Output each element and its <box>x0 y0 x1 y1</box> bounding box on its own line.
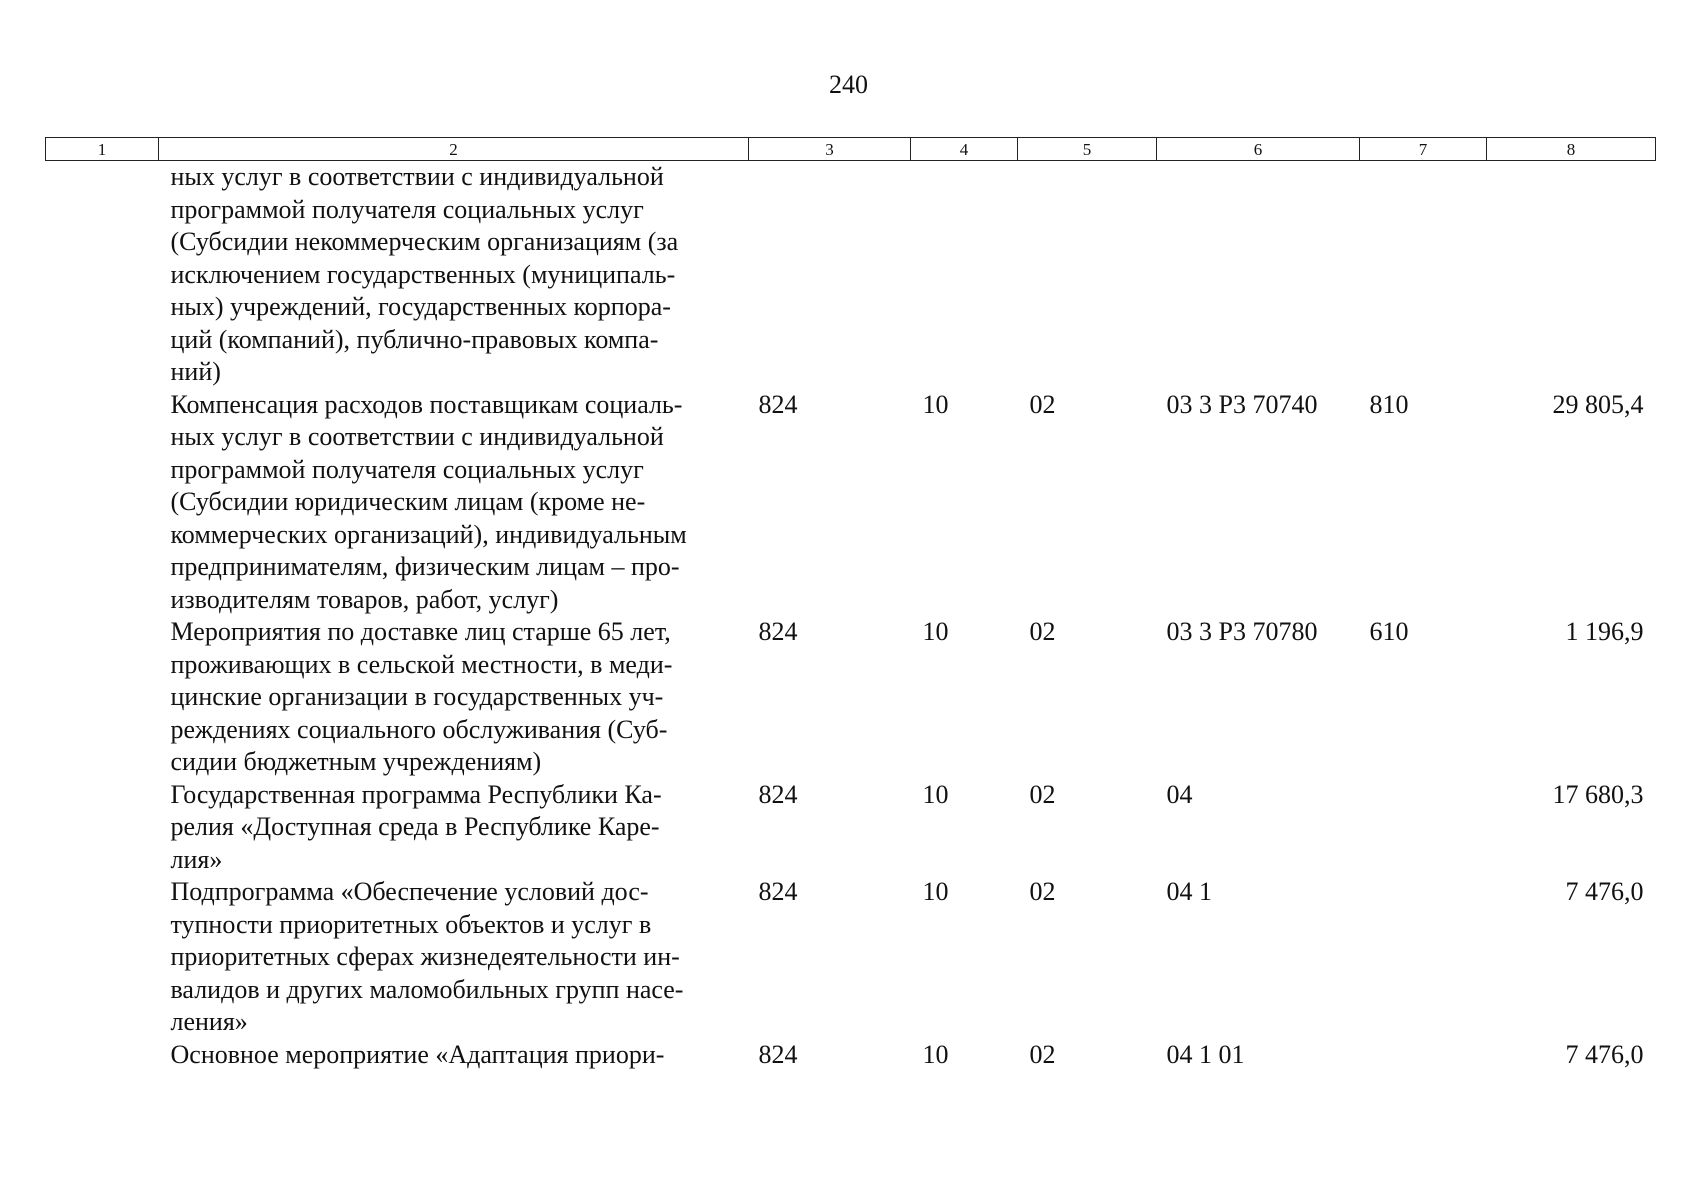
cell-section-code: 10 <box>922 1039 949 1069</box>
cell-subsection-code: 02 <box>1029 1039 1056 1069</box>
cell-subsection-code: 02 <box>1029 389 1056 419</box>
column-header-1: 1 <box>46 138 159 161</box>
table-row <box>46 779 1656 877</box>
item-name-line: лия» <box>170 844 223 874</box>
cell-expense-type <box>1360 1039 1487 1072</box>
cell-item-name <box>159 876 749 1039</box>
item-name-line: изводителям товаров, работ, услуг) <box>170 584 559 614</box>
cell-amount: 29 805,4 <box>1552 389 1644 419</box>
column-header-4: 4 <box>911 138 1018 161</box>
cell-target-article: 04 <box>1166 779 1193 809</box>
column-header-5: 5 <box>1018 138 1157 161</box>
item-name-line: Государственная программа Республики Ка- <box>170 779 662 809</box>
item-name-line: программой получателя социальных услуг <box>170 194 644 224</box>
table-body <box>46 161 1656 1072</box>
table-row <box>46 616 1656 779</box>
page-number: 240 <box>829 70 868 99</box>
cell-section-code: 10 <box>922 877 949 906</box>
item-name-line: ных услуг в соответствии с индивидуальной <box>170 422 664 451</box>
item-name-line: приоритетных сферах жизнедеятельности ин- <box>170 942 680 971</box>
item-name-line: проживающих в сельской местности, в меди- <box>170 649 673 679</box>
cell-expense-type: 810 <box>1369 389 1409 419</box>
cell-amount: 7 476,0 <box>1565 877 1644 906</box>
item-name-line: тупности приоритетных объектов и услуг в <box>170 909 652 939</box>
item-name-line: ций (компаний), публично-правовых компа- <box>170 324 659 354</box>
item-name-line: ных услуг в соответствии с индивидуальной <box>170 162 664 191</box>
column-header-7: 7 <box>1360 138 1487 161</box>
cell-item-name <box>159 616 749 779</box>
item-name-line: Основное мероприятие «Адаптация приори- <box>170 1039 665 1069</box>
cell-col-1 <box>46 389 159 617</box>
column-number-header <box>46 138 1656 161</box>
column-header-6: 6 <box>1157 138 1360 161</box>
cell-col-1 <box>46 161 159 389</box>
table-row <box>46 1039 1656 1072</box>
cell-target-article: 04 1 <box>1166 877 1212 906</box>
item-name-line: ления» <box>170 1007 248 1036</box>
item-name-line: валидов и других маломобильных групп насе- <box>170 974 684 1004</box>
cell-ministry-code <box>749 161 911 389</box>
cell-section-code: 10 <box>922 779 949 809</box>
cell-item-name <box>159 1039 749 1072</box>
cell-ministry-code: 824 <box>758 779 798 809</box>
cell-subsection-code: 02 <box>1029 617 1056 646</box>
budget-table <box>45 137 1656 1071</box>
cell-amount <box>1487 161 1656 389</box>
cell-target-article: 03 3 Р3 70780 <box>1166 617 1318 646</box>
column-header-8: 8 <box>1487 138 1656 161</box>
item-name-line: Подпрограмма «Обеспечение условий дос- <box>170 877 649 906</box>
cell-subsection-code: 02 <box>1029 877 1056 906</box>
cell-expense-type <box>1360 161 1487 389</box>
cell-target-article: 04 1 01 <box>1166 1039 1245 1069</box>
cell-section-code: 10 <box>922 389 949 419</box>
cell-target-article: 03 3 Р3 70740 <box>1166 389 1318 419</box>
cell-target-article <box>1157 161 1360 389</box>
item-name-line: коммерческих организаций), индивидуальным <box>170 519 687 549</box>
cell-ministry-code: 824 <box>758 389 798 419</box>
cell-ministry-code: 824 <box>758 1039 798 1069</box>
item-name-line: Компенсация расходов поставщикам социаль- <box>170 389 683 419</box>
cell-amount: 7 476,0 <box>1565 1039 1644 1069</box>
cell-item-name <box>159 779 749 877</box>
item-name-line: сидии бюджетным учреждениям) <box>170 747 542 776</box>
cell-col-1 <box>46 1039 159 1072</box>
cell-amount: 17 680,3 <box>1552 779 1644 809</box>
item-name-line: исключением государственных (муниципаль- <box>170 259 676 289</box>
table-row <box>46 876 1656 1039</box>
cell-item-name <box>159 161 749 389</box>
cell-expense-type: 610 <box>1369 617 1409 646</box>
item-name-line: релия «Доступная среда в Республике Каре- <box>170 812 660 841</box>
header-row <box>46 138 1656 161</box>
item-name-line: ний) <box>170 357 221 386</box>
item-name-line: (Субсидии некоммерческим организациям (за <box>170 227 679 256</box>
cell-item-name <box>159 389 749 617</box>
cell-subsection-code: 02 <box>1029 779 1056 809</box>
cell-ministry-code: 824 <box>758 617 798 646</box>
column-header-3: 3 <box>749 138 911 161</box>
item-name-line: (Субсидии юридическим лицам (кроме не- <box>170 487 646 516</box>
cell-col-1 <box>46 876 159 1039</box>
column-header-2: 2 <box>159 138 749 161</box>
item-name-line: цинские организации в государственных уч- <box>170 682 664 711</box>
cell-amount: 1 196,9 <box>1565 617 1644 646</box>
item-name-line: реждениях социального обслуживания (Суб- <box>170 714 668 744</box>
cell-section-code <box>911 161 1018 389</box>
cell-section-code: 10 <box>922 617 949 646</box>
cell-col-1 <box>46 616 159 779</box>
table-row <box>46 389 1656 617</box>
item-name-line: предпринимателям, физическим лицам – про- <box>170 552 680 581</box>
item-name-line: программой получателя социальных услуг <box>170 454 644 484</box>
cell-expense-type <box>1360 876 1487 1039</box>
table-row <box>46 161 1656 389</box>
cell-col-1 <box>46 779 159 877</box>
cell-ministry-code: 824 <box>758 877 798 906</box>
cell-expense-type <box>1360 779 1487 877</box>
cell-subsection-code <box>1018 161 1157 389</box>
item-name-line: ных) учреждений, государственных корпора- <box>170 292 671 321</box>
item-name-line: Мероприятия по доставке лиц старше 65 лет, <box>170 617 671 646</box>
